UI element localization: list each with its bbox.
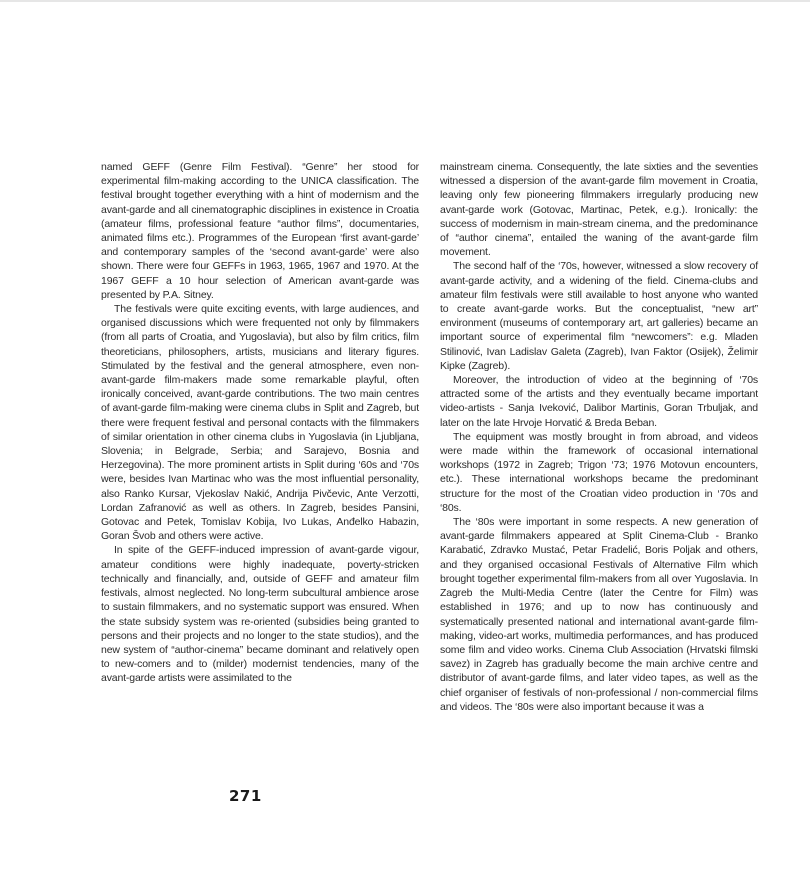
paragraph: named GEFF (Genre Film Festival). “Genre” her stood for experimental film-making according to the UNICA classification. The festival brought together everything with a hint of modernism and the avant-garde and all cinematographic disciplines in existence in Croatia (amateur films, professional feature “author films”, documentaries, animated films etc.). Programmes of the European ‘first avant-garde’ and contemporary samples of the ‘second avant-garde’ were also shown. There were four GEFFs in 1963, 1965, 1967 and 1970. At the 1967 GEFF a 10 hour selection of American avant-garde was presented by P.A. Sitney. <box>101 161 419 301</box>
paragraph: mainstream cinema. Consequently, the late sixties and the seventies witnessed a dispersion of the avant-garde film movement in Croatia, leaving only few pioneering filmmakers irregularly producing new avant-garde work (Gotovac, Martinac, Petek, e.g.). Ironically: the success of modernism in main-stream cinema, and the predominance of “author cinema”, entailed the waning of the avant-garde film movement. <box>440 161 758 259</box>
right-text-column <box>440 160 758 714</box>
paragraph: The equipment was mostly brought in from abroad, and videos were made within the framework of occasional international workshops (1972 in Zagreb; Trigon ‘73; 1976 Motovun encounters, etc.). These international workshops became the predominant structure for the most of the Croatian video production in ‘70s and ‘80s. <box>440 430 758 514</box>
paragraph: Moreover, the introduction of video at the beginning of ‘70s attracted some of the artists and they eventually became important video-artists - Sanja Iveković, Dalibor Martinis, Goran Trbuljak, and later on the late Hrvoje Horvatić & Breda Beban. <box>440 374 758 429</box>
paragraph: The second half of the ‘70s, however, witnessed a slow recovery of avant-garde activity, and a widening of the field. Cinema-clubs and amateur film festivals were still available to host anyone who wanted to create avant-garde works. But the conceptualist, “new art” environment (museums of contemporary art, art galleries) became an important source of experimental film “newcomers”: e.g. Mladen Stilinović, Ivan Ladislav Galeta (Zagreb), Ivan Faktor (Osijek), Želimir Kipke (Zagreb). <box>440 260 758 372</box>
paragraph: The festivals were quite exciting events, with large audiences, and organised discussions which were frequented not only by filmmakers (from all parts of Croatia, and Yugoslavia), but also by film critics, film theoreticians, philosophers, artists, musicians and literary figures. Stimulated by the festival and the general atmosphere, even non-avant-garde film-makers made some remarkable playful, often ironically conceived, avant-garde contributions. The two main centres of avant-garde film-making were cinema clubs in Split and Zagreb, but there were frequent festival and personal contacts with the filmmakers of similar orientation in other cinema clubs in Yugoslavia (in Ljubljana, Slovenia; in Belgrade, Serbia; and Sarajevo, Bosnia and Herzegovina). The more prominent artists in Split during ‘60s and ‘70s were, besides Ivan Martinac who was the most influential personality, also Ranko Kursar, Vjekoslav Nakić, Andrija Pivčevic, Ante Verzotti, Lordan Zafranović as well as others. In Zagreb, besides Pansini, Gotovac and Petek, Tomislav Kobija, Ivo Lukas, Anđelko Habazin, Goran Švob and others were active. <box>101 303 419 543</box>
paragraph: The ‘80s were important in some respects. A new generation of avant-garde filmmakers appeared at Split Cinema-Club - Branko Karabatić, Zdravko Mustać, Petar Fradelić, Boris Poljak and others, and they organised occasional Festivals of Alternative Film which brought together experimental film-makers from all over Yugoslavia. In Zagreb the Multi-Media Centre (later the Centre for Film) was established in 1976; and up to now has continuously and systematically presented national and international avant-garde film-making, video-art works, multimedia performances, and has produced some film and video works. Cinema Club Association (Hrvatski filmski savez) in Zagreb has gradually become the main archive centre and distributor of avant-garde films, and later video tapes, as well as the chief organiser of festivals of non-professional / non-commercial films and videos. The ‘80s were also important because it was a <box>440 516 758 713</box>
scan-edge-line <box>0 0 810 2</box>
page-number: 271 <box>229 787 262 805</box>
left-text-column <box>101 160 419 686</box>
paragraph: In spite of the GEFF-induced impression of avant-garde vigour, amateur conditions were highly inadequate, poverty-stricken technically and financially, and, outside of GEFF and amateur film festivals, almost neglected. No long-term subcultural ambience arose to sustain filmmakers, and no systematic support was ensured. When the state subsidy system was re-oriented (subsidies being granted to persons and their projects and no longer to the state studios), and the new system of “author-cinema” became dominant and relatively open to new-comers and to (milder) modernist tendencies, many of the avant-garde artists were assimilated to the <box>101 544 419 685</box>
